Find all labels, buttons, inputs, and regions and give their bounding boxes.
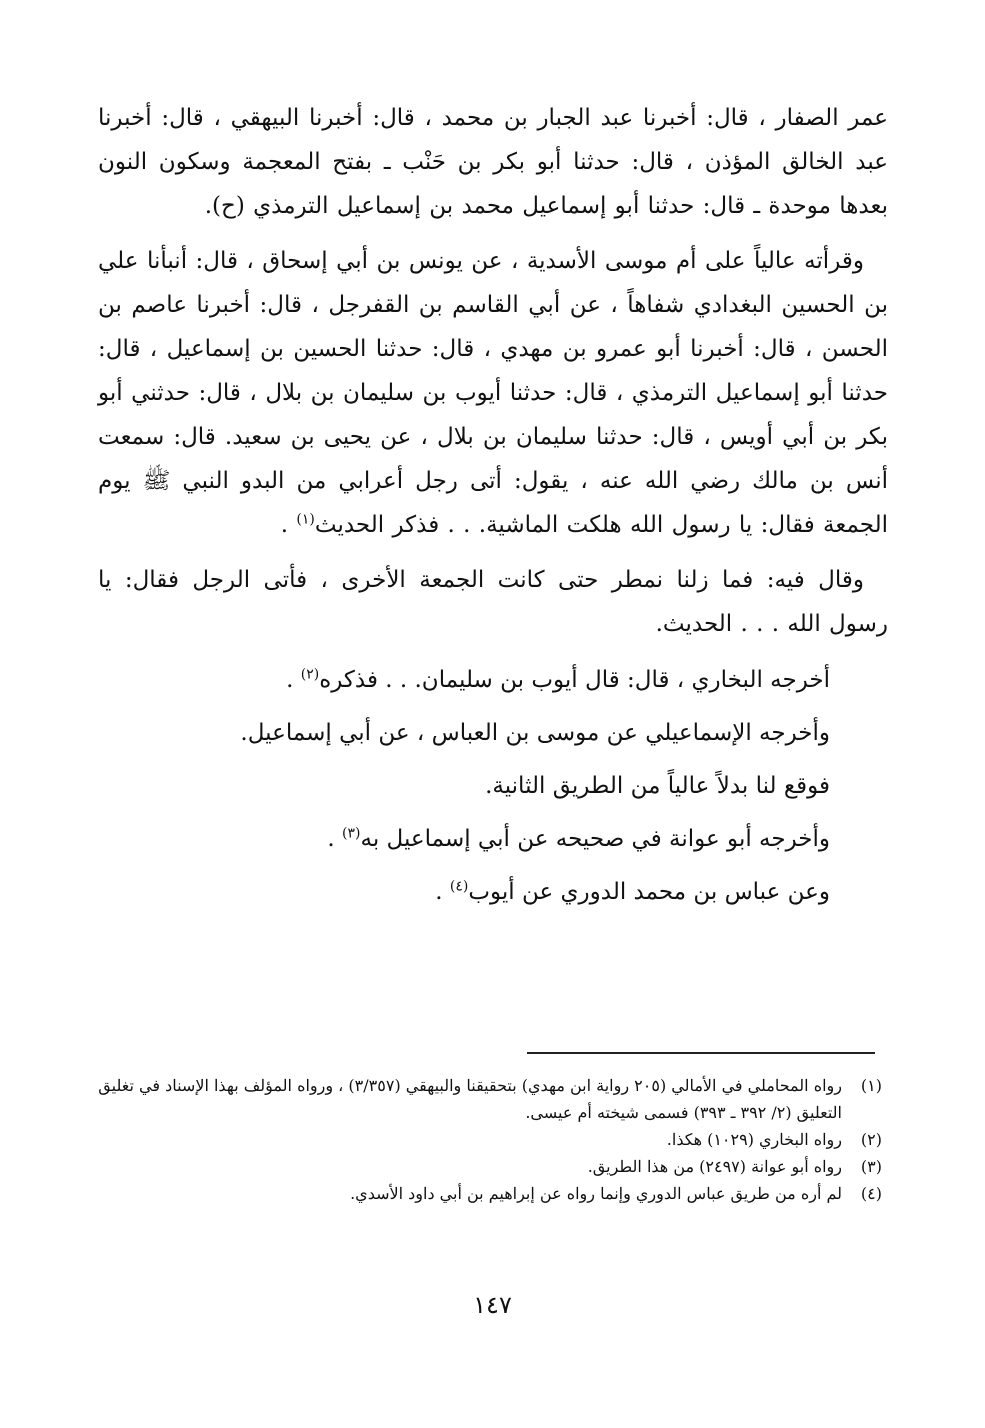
footnote-text: لم أره من طريق عباس الدوري وإنما رواه عن إبراهيم بن أبي داود الأسدي. xyxy=(350,1184,842,1203)
takhrij-line-1 xyxy=(98,654,830,707)
takhrij-text-4: وأخرجه أبو عوانة في صحيحه عن أبي إسماعيل به xyxy=(360,826,830,852)
takhrij-end-4: . xyxy=(327,826,343,852)
footnote-1 xyxy=(96,1072,882,1126)
footnote-4 xyxy=(96,1180,882,1207)
footnote-number: (٢) xyxy=(860,1130,882,1149)
takhrij-end-5: . xyxy=(435,879,450,905)
footnote-3 xyxy=(96,1153,882,1180)
footnote-ref-4[interactable]: (٤) xyxy=(449,878,469,895)
takhrij-line-2 xyxy=(98,707,830,760)
takhrij-text-1: أخرجه البخاري ، قال: قال أيوب بن سليمان. . . فذكره xyxy=(319,667,830,693)
takhrij-line-5 xyxy=(98,866,830,919)
footnote-text: رواه المحاملي في الأمالي (٢٠٥ رواية ابن مهدي) بتحقيقنا والبيهقي (٣/٣٥٧) ، ورواه المؤلف بهذا الإسناد في تغليق التعليق (٢/ ٣٩٢ ـ ٣٩٣) فسمى شيخته أم عيسى. xyxy=(98,1076,842,1122)
footnote-ref-1[interactable]: (١) xyxy=(296,511,315,528)
takhrij-text-2: وأخرجه الإسماعيلي عن موسى بن العباس ، عن أبي إسماعيل. xyxy=(240,720,830,746)
takhrij-text-3: فوقع لنا بدلاً عالياً من الطريق الثانية. xyxy=(485,773,830,799)
footnote-number: (٤) xyxy=(860,1184,882,1203)
footnote-ref-3[interactable]: (٣) xyxy=(342,825,361,842)
footnote-text: رواه البخاري (١٠٢٩) هكذا. xyxy=(666,1130,842,1149)
footnotes xyxy=(96,1072,882,1207)
footnote-2 xyxy=(96,1126,882,1153)
footnote-number: (١) xyxy=(860,1076,882,1095)
takhrij-end-1: . xyxy=(286,667,301,693)
paragraph-2: وقرأته عالياً على أم موسى الأسدية ، عن يونس بن أبي إسحاق ، قال: أنبأنا علي بن الحسين البغدادي شفاهاً ، عن أبي القاسم بن القفرجل ، قال: أخبرنا عاصم بن الحسن ، قال: أخبرنا أبو عمرو بن مهدي ، قال: حدثنا الحسين بن إسماعيل ، قال: حدثنا أبو إسماعيل الترمذي ، قال: حدثنا أيوب بن سليمان بن بلال ، قال: حدثني أبو بكر بن أبي أويس ، قال: حدثنا سليمان بن بلال ، عن يحيى بن سعيد. قال: سمعت أنس بن مالك رضي الله عنه ، يقول: أتى رجل أعرابي من البدو النبي ﷺ يوم الجمعة فقال: يا رسول الله هلكت الماشية. . . فذكر الحديث$^{(١)}$ . xyxy=(98,248,888,538)
paragraph-3: وقال فيه: فما زلنا نمطر حتى كانت الجمعة الأخرى ، فأتى الرجل فقال: يا رسول الله . . . الحديث. xyxy=(98,567,888,637)
takhrij-text-5: وعن عباس بن محمد الدوري عن أيوب xyxy=(468,879,830,905)
footnote-text: رواه أبو عوانة (٢٤٩٧) من هذا الطريق. xyxy=(587,1157,842,1176)
paragraph-2-text: وقرأته عالياً على أم موسى الأسدية ، عن يونس بن أبي إسحاق ، قال: أنبأنا علي بن الحسين البغدادي شفاهاً ، عن أبي القاسم بن القفرجل ، قال: أخبرنا عاصم بن الحسن ، قال: أخبرنا أبو عمرو بن مهدي ، قال: حدثنا الحسين بن إسماعيل ، قال: حدثنا أبو إسماعيل الترمذي ، قال: حدثنا أيوب بن سليمان بن بلال ، قال: حدثني أبو بكر بن أبي أويس ، قال: حدثنا سليمان بن بلال ، عن يحيى بن سعيد. قال: سمعت أنس بن مالك رضي الله عنه ، يقول: أتى رجل أعرابي من البدو النبي ﷺ يوم الجمعة فقال: يا رسول الله هلكت الماشية. . . فذكر الحديث xyxy=(98,248,888,538)
takhrij-list xyxy=(98,654,888,919)
takhrij-line-4 xyxy=(98,813,830,866)
footnote-divider xyxy=(527,1052,875,1054)
footnote-number: (٣) xyxy=(860,1157,882,1176)
paragraph-1: عمر الصفار ، قال: أخبرنا عبد الجبار بن محمد ، قال: أخبرنا البيهقي ، قال: أخبرنا عبد الخالق المؤذن ، قال: حدثنا أبو بكر بن حَنْب ـ بفتح المعجمة وسكون النون بعدها موحدة ـ قال: حدثنا أبو إسماعيل محمد بن إسماعيل الترمذي (ح). xyxy=(98,105,888,219)
footnote-ref-2[interactable]: (٢) xyxy=(300,666,320,683)
main-text xyxy=(98,96,888,919)
page-number: ١٤٧ xyxy=(473,1291,512,1319)
takhrij-line-3 xyxy=(98,760,830,813)
